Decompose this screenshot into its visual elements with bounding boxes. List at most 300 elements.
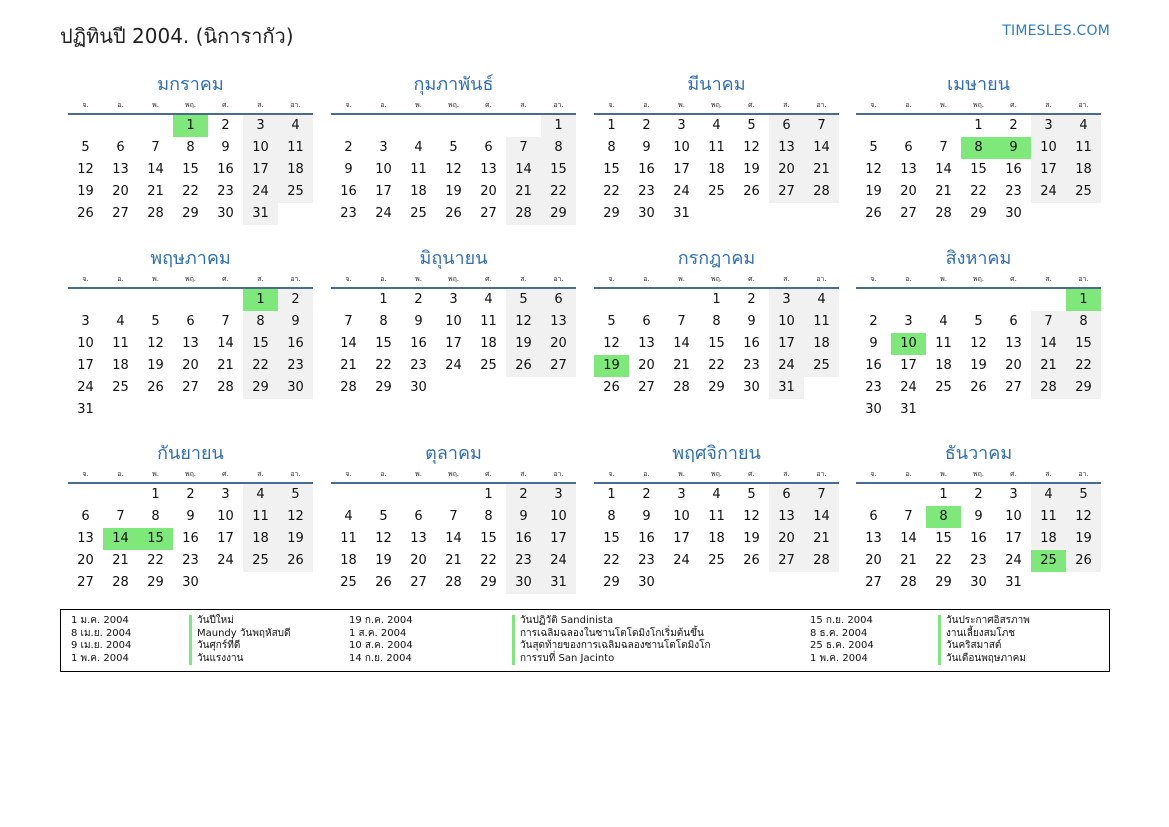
day-cell: 30 xyxy=(217,206,234,221)
weekday-header xyxy=(856,98,1101,115)
day-cell: 30 xyxy=(638,206,655,221)
day-cell: 8 xyxy=(541,137,576,159)
day-cell: 8 xyxy=(607,509,616,524)
holiday-date: 14 ก.ย. 2004 xyxy=(349,652,412,664)
empty-cell xyxy=(664,572,699,594)
holiday-date: 10 ส.ค. 2004 xyxy=(349,640,413,651)
day-cell: 24 xyxy=(673,184,690,199)
week-row xyxy=(331,355,576,377)
day-cell: 26 xyxy=(603,380,620,395)
day-cell: 2 xyxy=(344,140,353,155)
day-cell: 13 xyxy=(900,162,917,177)
day-cell: 11 xyxy=(708,509,725,524)
week-row xyxy=(594,159,839,181)
day-cell: 18 xyxy=(278,159,313,181)
day-cell: 7 xyxy=(344,314,353,329)
empty-cell xyxy=(961,289,996,311)
day-cell: 28 xyxy=(506,203,541,225)
day-cell: 20 xyxy=(1005,358,1022,373)
day-cell: 6 xyxy=(1009,314,1018,329)
weekday-label: จ. xyxy=(82,470,89,478)
day-cell: 24 xyxy=(217,553,234,568)
week-row xyxy=(856,550,1101,572)
day-cell: 1 xyxy=(1066,289,1101,311)
holiday-date: 1 ส.ค. 2004 xyxy=(349,627,407,639)
weekday-header xyxy=(68,98,313,115)
day-cell: 20 xyxy=(541,333,576,355)
day-cell: 22 xyxy=(243,355,278,377)
day-cell: 22 xyxy=(708,358,725,373)
day-cell: 24 xyxy=(541,550,576,572)
day-cell: 1 xyxy=(607,487,616,502)
day-cell: 11 xyxy=(1066,137,1101,159)
weekday-label: อ. xyxy=(905,470,912,478)
day-cell: 25 xyxy=(480,358,497,373)
empty-cell xyxy=(804,572,839,594)
weekday-label: อ. xyxy=(117,101,124,109)
empty-cell xyxy=(331,484,366,506)
empty-cell xyxy=(436,484,471,506)
day-cell: 5 xyxy=(607,314,616,329)
day-cell: 12 xyxy=(278,506,313,528)
day-cell: 9 xyxy=(186,509,195,524)
day-cell: 29 xyxy=(480,575,497,590)
day-cell: 9 xyxy=(506,506,541,528)
day-cell: 23 xyxy=(506,550,541,572)
day-cell: 21 xyxy=(506,181,541,203)
day-cell: 2 xyxy=(506,484,541,506)
day-cell: 16 xyxy=(217,162,234,177)
day-cell: 24 xyxy=(769,355,804,377)
day-cell: 9 xyxy=(414,314,423,329)
month-title: พฤศจิกายน xyxy=(672,443,761,464)
empty-cell xyxy=(734,572,769,594)
site-link[interactable]: TIMESLES.COM xyxy=(1002,23,1110,39)
day-cell: 17 xyxy=(769,333,804,355)
day-cell: 27 xyxy=(541,355,576,377)
week-row xyxy=(856,311,1101,333)
day-cell: 4 xyxy=(1031,484,1066,506)
weekday-label: ศ. xyxy=(222,470,229,478)
day-cell: 18 xyxy=(112,358,129,373)
day-cell: 9 xyxy=(747,314,756,329)
day-cell: 10 xyxy=(243,137,278,159)
day-cell: 15 xyxy=(182,162,199,177)
empty-cell xyxy=(891,115,926,137)
month-title: ตุลาคม xyxy=(425,443,482,464)
weekday-label: ศ. xyxy=(748,275,755,283)
holiday-names xyxy=(189,615,291,665)
weekday-header xyxy=(594,272,839,289)
day-cell: 15 xyxy=(243,333,278,355)
day-cell: 7 xyxy=(506,137,541,159)
week-row xyxy=(331,203,576,225)
day-cell: 4 xyxy=(712,118,721,133)
empty-cell xyxy=(208,572,243,594)
week-row xyxy=(331,159,576,181)
day-cell: 21 xyxy=(1031,355,1066,377)
week-row xyxy=(331,137,576,159)
weekday-label: พฤ. xyxy=(710,101,723,109)
day-cell: 22 xyxy=(147,553,164,568)
day-cell: 2 xyxy=(869,314,878,329)
day-cell: 10 xyxy=(673,509,690,524)
day-cell: 4 xyxy=(1066,115,1101,137)
weekday-label: พฤ. xyxy=(972,470,985,478)
day-cell: 7 xyxy=(904,509,913,524)
weekday-label: อ. xyxy=(905,275,912,283)
week-row xyxy=(68,484,313,506)
day-cell: 17 xyxy=(1005,531,1022,546)
day-cell: 18 xyxy=(1031,528,1066,550)
holiday-name: งานเลี้ยงสมโภช xyxy=(946,627,1016,639)
week-row xyxy=(594,506,839,528)
week-row xyxy=(594,572,839,594)
week-row xyxy=(68,572,313,594)
holiday-date: 15 ก.ย. 2004 xyxy=(810,615,873,626)
empty-cell xyxy=(471,377,506,399)
day-cell: 14 xyxy=(804,506,839,528)
day-cell: 26 xyxy=(77,206,94,221)
day-cell: 15 xyxy=(935,531,952,546)
week-row xyxy=(331,572,576,594)
day-cell: 5 xyxy=(974,314,983,329)
day-cell: 8 xyxy=(484,509,493,524)
day-cell: 1 xyxy=(712,292,721,307)
empty-cell xyxy=(699,203,734,225)
week-row xyxy=(594,289,839,311)
month-title: พฤษภาคม xyxy=(150,248,231,269)
week-row xyxy=(68,289,313,311)
weekday-header xyxy=(594,98,839,115)
day-cell: 3 xyxy=(379,140,388,155)
month-calendar xyxy=(856,441,1101,594)
day-cell: 13 xyxy=(77,531,94,546)
day-cell: 25 xyxy=(1066,181,1101,203)
day-cell: 2 xyxy=(747,292,756,307)
day-cell: 9 xyxy=(869,336,878,351)
day-cell: 14 xyxy=(673,336,690,351)
weekday-label: อา. xyxy=(553,101,564,109)
day-cell: 31 xyxy=(1005,575,1022,590)
week-row xyxy=(856,377,1101,399)
week-row xyxy=(856,399,1101,421)
day-cell: 2 xyxy=(414,292,423,307)
day-cell: 21 xyxy=(340,358,357,373)
day-cell: 29 xyxy=(541,203,576,225)
day-cell: 25 xyxy=(804,355,839,377)
day-cell: 10 xyxy=(1031,137,1066,159)
day-cell: 10 xyxy=(541,506,576,528)
day-cell: 29 xyxy=(603,206,620,221)
day-cell: 10 xyxy=(891,333,926,355)
day-cell: 26 xyxy=(506,355,541,377)
day-cell: 30 xyxy=(278,377,313,399)
day-cell: 21 xyxy=(804,159,839,181)
weekday-label: จ. xyxy=(870,101,877,109)
day-cell: 8 xyxy=(243,311,278,333)
day-cell: 20 xyxy=(638,358,655,373)
weekday-header xyxy=(331,272,576,289)
day-cell: 3 xyxy=(449,292,458,307)
day-cell: 29 xyxy=(708,380,725,395)
empty-cell xyxy=(594,289,629,311)
day-cell: 13 xyxy=(541,311,576,333)
holiday-dates xyxy=(810,615,874,665)
holiday-name: วันสุดท้ายของการเฉลิมฉลองซานโตโดมิงโก xyxy=(520,640,711,651)
weekday-label: ศ. xyxy=(1010,275,1017,283)
day-cell: 19 xyxy=(743,162,760,177)
day-cell: 23 xyxy=(743,358,760,373)
day-cell: 8 xyxy=(186,140,195,155)
day-cell: 30 xyxy=(865,402,882,417)
month-title: สิงหาคม xyxy=(945,248,1012,269)
day-cell: 10 xyxy=(77,336,94,351)
day-cell: 28 xyxy=(804,550,839,572)
day-cell: 17 xyxy=(77,358,94,373)
empty-cell xyxy=(138,115,173,137)
day-cell: 4 xyxy=(414,140,423,155)
week-row xyxy=(856,506,1101,528)
day-cell: 24 xyxy=(243,181,278,203)
day-cell: 27 xyxy=(865,575,882,590)
weekday-label: จ. xyxy=(345,275,352,283)
empty-cell xyxy=(629,289,664,311)
weekday-label: อ. xyxy=(905,101,912,109)
day-cell: 24 xyxy=(673,553,690,568)
weekday-label: จ. xyxy=(82,101,89,109)
day-cell: 28 xyxy=(112,575,129,590)
weekday-header xyxy=(68,467,313,484)
week-row xyxy=(331,550,576,572)
day-cell: 8 xyxy=(961,137,996,159)
day-cell: 3 xyxy=(677,487,686,502)
empty-cell xyxy=(331,115,366,137)
day-cell: 26 xyxy=(278,550,313,572)
day-cell: 20 xyxy=(865,553,882,568)
weekday-label: ส. xyxy=(1045,275,1052,283)
week-row xyxy=(68,333,313,355)
day-cell: 3 xyxy=(541,484,576,506)
day-cell: 1 xyxy=(379,292,388,307)
month-title: กุมภาพันธ์ xyxy=(413,74,494,95)
weekday-label: ส. xyxy=(257,101,264,109)
day-cell: 18 xyxy=(410,184,427,199)
week-row xyxy=(68,137,313,159)
month-calendar xyxy=(68,441,313,594)
day-cell: 26 xyxy=(865,206,882,221)
month-title: มีนาคม xyxy=(687,74,746,95)
month-calendar xyxy=(856,72,1101,225)
day-cell: 4 xyxy=(116,314,125,329)
day-cell: 4 xyxy=(939,314,948,329)
day-cell: 28 xyxy=(673,380,690,395)
day-cell: 19 xyxy=(743,531,760,546)
day-cell: 2 xyxy=(278,289,313,311)
day-cell: 14 xyxy=(445,531,462,546)
weekday-label: ส. xyxy=(1045,470,1052,478)
week-row xyxy=(856,333,1101,355)
day-cell: 30 xyxy=(182,575,199,590)
week-row xyxy=(331,528,576,550)
day-cell: 19 xyxy=(77,184,94,199)
weekday-label: อ. xyxy=(643,470,650,478)
day-cell: 31 xyxy=(243,203,278,225)
empty-cell xyxy=(506,377,541,399)
day-cell: 23 xyxy=(182,553,199,568)
empty-cell xyxy=(1066,572,1101,594)
empty-cell xyxy=(856,289,891,311)
weekday-label: พ. xyxy=(415,470,422,478)
day-cell: 2 xyxy=(221,118,230,133)
holiday-name: Maundy วันพฤหัสบดี xyxy=(197,627,291,639)
day-cell: 16 xyxy=(506,528,541,550)
week-row xyxy=(331,333,576,355)
weekday-label: อา. xyxy=(1078,470,1089,478)
day-cell: 2 xyxy=(1009,118,1018,133)
day-cell: 23 xyxy=(410,358,427,373)
day-cell: 29 xyxy=(935,575,952,590)
day-cell: 5 xyxy=(506,289,541,311)
holiday-name: วันปฏิวัติ Sandinista xyxy=(520,615,614,626)
day-cell: 29 xyxy=(970,206,987,221)
week-row xyxy=(331,506,576,528)
day-cell: 7 xyxy=(804,484,839,506)
empty-cell xyxy=(1031,399,1066,421)
week-row xyxy=(68,550,313,572)
day-cell: 17 xyxy=(445,336,462,351)
day-cell: 22 xyxy=(182,184,199,199)
week-row xyxy=(594,115,839,137)
month-calendar xyxy=(68,246,313,421)
day-cell: 25 xyxy=(340,575,357,590)
day-cell: 6 xyxy=(769,484,804,506)
week-row xyxy=(594,550,839,572)
month-calendar xyxy=(68,72,313,225)
week-row xyxy=(856,159,1101,181)
empty-cell xyxy=(769,572,804,594)
day-cell: 18 xyxy=(935,358,952,373)
day-cell: 26 xyxy=(445,206,462,221)
day-cell: 8 xyxy=(712,314,721,329)
holiday-list xyxy=(60,609,1110,672)
day-cell: 13 xyxy=(638,336,655,351)
day-cell: 2 xyxy=(642,487,651,502)
weekday-label: ส. xyxy=(257,470,264,478)
day-cell: 1 xyxy=(243,289,278,311)
empty-cell xyxy=(243,572,278,594)
week-row xyxy=(68,115,313,137)
weekday-header xyxy=(331,467,576,484)
day-cell: 20 xyxy=(900,184,917,199)
weekday-label: อ. xyxy=(380,101,387,109)
day-cell: 6 xyxy=(541,289,576,311)
day-cell: 11 xyxy=(112,336,129,351)
weekday-label: พ. xyxy=(678,275,685,283)
day-cell: 11 xyxy=(804,311,839,333)
empty-cell xyxy=(173,399,208,421)
day-cell: 3 xyxy=(1009,487,1018,502)
day-cell: 16 xyxy=(865,358,882,373)
week-row xyxy=(594,137,839,159)
day-cell: 11 xyxy=(410,162,427,177)
day-cell: 11 xyxy=(340,531,357,546)
holiday-name: วันปีใหม่ xyxy=(197,615,234,626)
empty-cell xyxy=(471,115,506,137)
weekday-label: จ. xyxy=(345,101,352,109)
month-calendar xyxy=(331,72,576,225)
empty-cell xyxy=(1066,203,1101,225)
empty-cell xyxy=(926,399,961,421)
day-cell: 5 xyxy=(449,140,458,155)
day-cell: 3 xyxy=(769,289,804,311)
day-cell: 16 xyxy=(970,531,987,546)
day-cell: 17 xyxy=(1031,159,1066,181)
empty-cell xyxy=(769,203,804,225)
day-cell: 15 xyxy=(708,336,725,351)
day-cell: 5 xyxy=(1066,484,1101,506)
empty-cell xyxy=(366,115,401,137)
day-cell: 22 xyxy=(1066,355,1101,377)
day-cell: 4 xyxy=(804,289,839,311)
weekday-label: พ. xyxy=(152,275,159,283)
month-calendar xyxy=(594,72,839,225)
empty-cell xyxy=(138,399,173,421)
holiday-date: 8 เม.ย. 2004 xyxy=(71,627,132,639)
day-cell: 4 xyxy=(712,487,721,502)
weekday-label: จ. xyxy=(870,470,877,478)
week-row xyxy=(68,159,313,181)
empty-cell xyxy=(278,572,313,594)
day-cell: 15 xyxy=(375,336,392,351)
week-row xyxy=(594,181,839,203)
weekday-label: พ. xyxy=(940,101,947,109)
day-cell: 31 xyxy=(900,402,917,417)
day-cell: 14 xyxy=(340,336,357,351)
day-cell: 13 xyxy=(865,531,882,546)
empty-cell xyxy=(1031,289,1066,311)
week-row xyxy=(594,355,839,377)
day-cell: 11 xyxy=(708,140,725,155)
empty-cell xyxy=(506,115,541,137)
holiday-name: วันศุกร์ที่ดี xyxy=(197,640,241,651)
empty-cell xyxy=(103,289,138,311)
day-cell: 18 xyxy=(1066,159,1101,181)
day-cell: 15 xyxy=(480,531,497,546)
day-cell: 25 xyxy=(112,380,129,395)
day-cell: 20 xyxy=(182,358,199,373)
day-cell: 14 xyxy=(217,336,234,351)
weekday-label: อา. xyxy=(290,470,301,478)
day-cell: 9 xyxy=(642,509,651,524)
empty-cell xyxy=(401,484,436,506)
weekday-label: ส. xyxy=(783,101,790,109)
day-cell: 25 xyxy=(708,553,725,568)
weekday-label: พ. xyxy=(940,470,947,478)
empty-cell xyxy=(243,399,278,421)
weekday-label: อา. xyxy=(290,101,301,109)
day-cell: 8 xyxy=(1066,311,1101,333)
day-cell: 4 xyxy=(484,292,493,307)
day-cell: 30 xyxy=(506,572,541,594)
weekday-label: พ. xyxy=(415,275,422,283)
weekday-label: จ. xyxy=(345,470,352,478)
weekday-label: พฤ. xyxy=(184,470,197,478)
week-row xyxy=(594,203,839,225)
day-cell: 17 xyxy=(541,528,576,550)
day-cell: 7 xyxy=(1031,311,1066,333)
day-cell: 10 xyxy=(673,140,690,155)
